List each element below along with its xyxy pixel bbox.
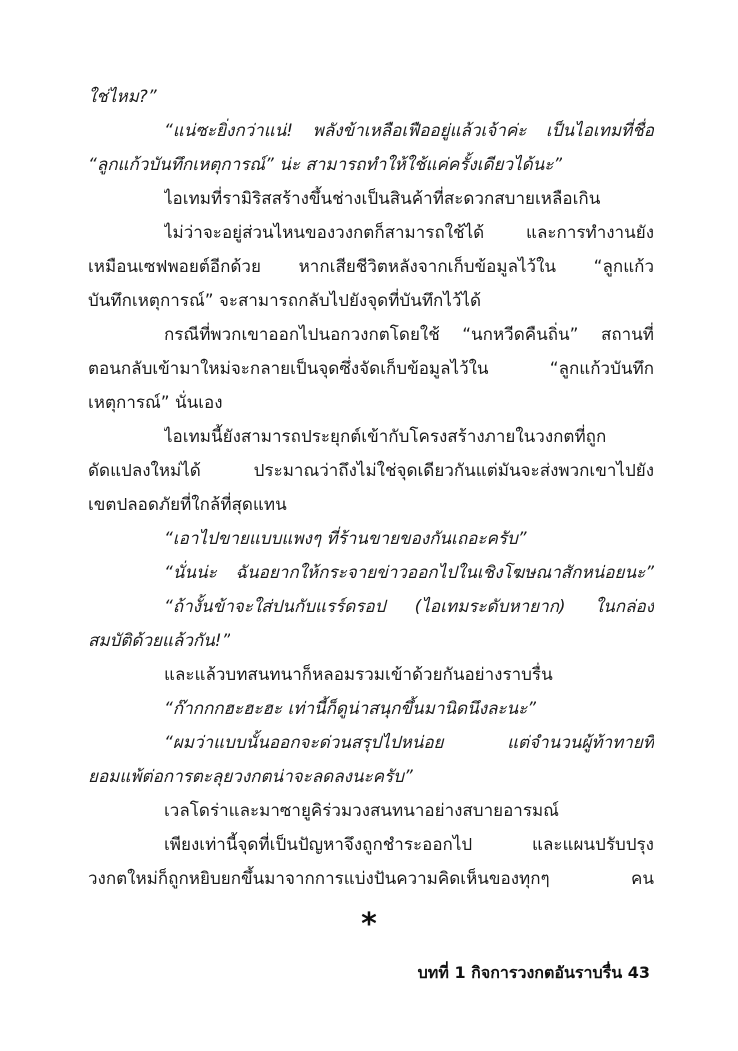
text-line: เวลโดร่าและมาซายูคิร่วมวงสนทนาอย่างสบายอารมณ์	[164, 801, 559, 821]
text-line: ไม่ว่าจะอยู่ส่วนไหนของวงกตก็สามารถใช้ได้ และการทำงานยัง	[164, 223, 654, 243]
text-line: “นั่นน่ะ ฉันอยากให้กระจายข่าวออกไปในเชิงโฆษณาสักหน่อยนะ”	[164, 563, 654, 583]
text-line: ไอเทมนี้ยังสามารถประยุกต์เข้ากับโครงสร้างภายในวงกตที่ถูก	[164, 427, 607, 447]
text-line: กรณีที่พวกเขาออกไปนอกวงกตโดยใช้ “นกหวีดคืนถิ่น” สถานที่	[164, 325, 654, 345]
text-line: บันทึกเหตุการณ์” จะสามารถกลับไปยังจุดที่บันทึกไว้ได้	[88, 291, 482, 311]
text-line: เหมือนเซฟพอยต์อีกด้วย หากเสียชีวิตหลังจากเก็บข้อมูลไว้ใน “ลูกแก้ว	[88, 257, 654, 277]
text-line: เขตปลอดภัยที่ใกล้ที่สุดแทน	[88, 495, 287, 515]
text-line: “แน่ซะยิ่งกว่าแน่! พลังข้าเหลือเฟืออยู่แล้วเจ้าค่ะ เป็นไอเทมที่ชื่อ	[164, 121, 654, 141]
text-line: ไอเทมที่รามิริสสร้างขึ้นช่างเป็นสินค้าที่สะดวกสบายเหลือเกิน	[164, 189, 601, 209]
text-line: ใช่ไหม?”	[88, 87, 157, 107]
text-line: ยอมแพ้ต่อการตะลุยวงกตน่าจะลดลงนะครับ”	[88, 767, 413, 787]
text-line: เพียงเท่านี้จุดที่เป็นปัญหาจึงถูกชำระออกไป และแผนปรับปรุง	[164, 835, 654, 855]
text-line: “เอาไปขายแบบแพงๆ ที่ร้านขายของกันเถอะครับ”	[164, 529, 527, 549]
text-line: เหตุการณ์” นั่นเอง	[88, 393, 223, 413]
text-line: “ลูกแก้วบันทึกเหตุการณ์” น่ะ สามารถทำให้ใช้แค่ครั้งเดียวได้นะ”	[88, 155, 563, 175]
text-line: ตอนกลับเข้ามาใหม่จะกลายเป็นจุดซึ่งจัดเก็บข้อมูลไว้ใน “ลูกแก้วบันทึก	[88, 359, 654, 379]
text-line: “ก๊ากกกฮะฮะฮะ เท่านี้ก็ดูน่าสนุกขึ้นมานิดนึงละนะ”	[164, 699, 537, 719]
section-separator-asterisk: *	[361, 907, 377, 942]
text-line: และแล้วบทสนทนาก็หลอมรวมเข้าด้วยกันอย่างราบรื่น	[164, 665, 553, 685]
page-footer: บทที่ 1 กิจการวงกตอันราบรื่น 43	[417, 963, 650, 982]
text-line: ดัดแปลงใหม่ได้ ประมาณว่าถึงไม่ใช่จุดเดียวกันแต่มันจะส่งพวกเขาไปยัง	[88, 461, 654, 481]
text-line: “ถ้างั้นข้าจะใส่ปนกับแรร์ดรอป (ไอเทมระดับหายาก) ในกล่อง	[164, 597, 654, 617]
text-line: สมบัติด้วยแล้วกัน!”	[88, 631, 231, 651]
text-line: วงกตใหม่ก็ถูกหยิบยกขึ้นมาจากการแบ่งปันความคิดเห็นของทุกๆ คน	[88, 869, 654, 889]
text-line: “ผมว่าแบบนั้นออกจะด่วนสรุปไปหน่อย แต่จำนวนผู้ท้าทายที่	[164, 733, 654, 753]
